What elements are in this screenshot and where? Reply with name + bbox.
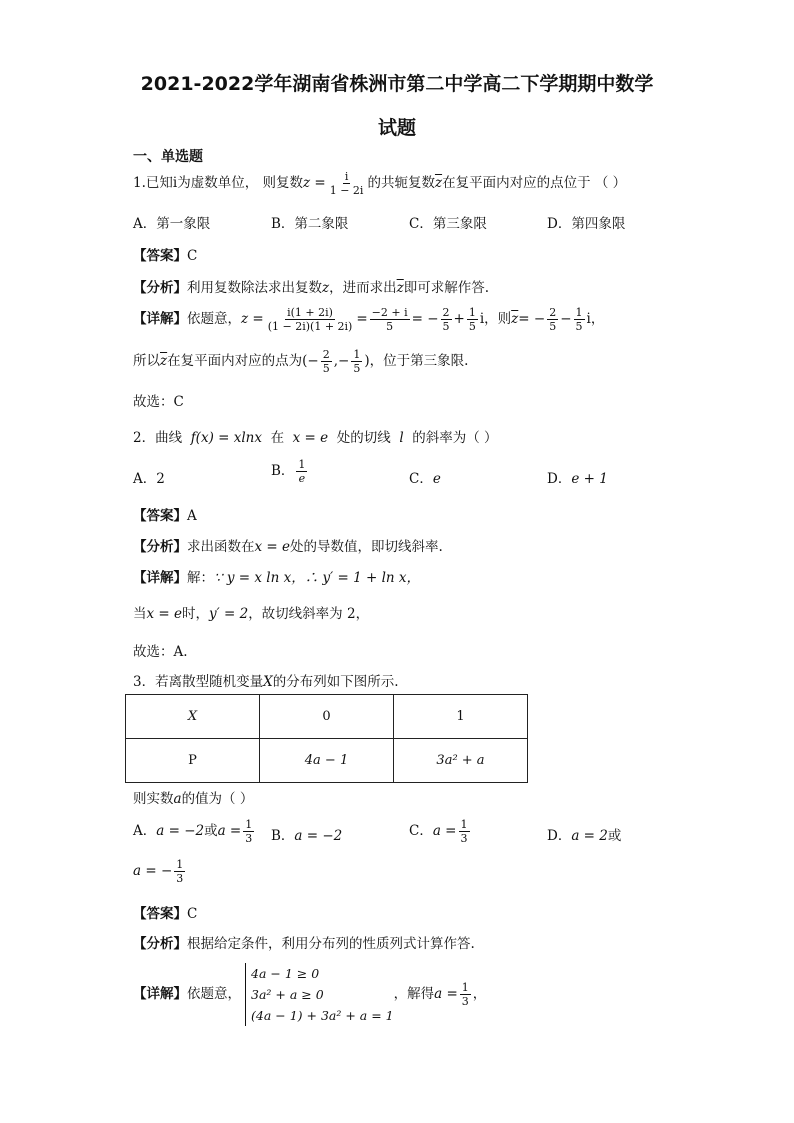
section-heading: 一、单选题 (133, 149, 203, 165)
q2-analysis: 【分析】求出函数在x = e处的导数值，即切线斜率. (133, 539, 443, 555)
doc-title-line2: 试题 (377, 117, 416, 139)
q3-option-b: B．a = −2 (271, 828, 343, 844)
q1-option-a: A．第一象限 (133, 216, 211, 232)
q3-option-c: C．a = $\frac{1}{3}$ (409, 818, 468, 845)
q3-detail: 【详解】依题意，4a − 1 ≥ 0 3a² + a ≥ 0 (4a − 1) + 3a² + a = 1，解得a = $\frac{1}{3}$ ， (133, 963, 486, 1026)
table-cell: 3a² + a (394, 739, 528, 783)
q3-analysis: 【分析】根据给定条件，利用分布列的性质列式计算作答. (133, 936, 475, 952)
q2-option-b: B． $\frac{1}{e}$ (271, 458, 306, 485)
q2-stem: 2．曲线 f(x) = xlnx 在 x = e 处的切线 l 的斜率为（ ） (133, 430, 498, 446)
table-cell: 4a − 1 (260, 739, 394, 783)
q1-option-c: C．第三象限 (409, 216, 487, 232)
q3-ask: 则实数a的值为（ ） (133, 791, 254, 807)
q1-option-d: D．第四象限 (547, 216, 626, 232)
q2-option-d: D．e + 1 (547, 471, 608, 487)
q1-option-b: B．第二象限 (271, 216, 349, 232)
table-cell: 0 (260, 695, 394, 739)
q2-option-a: A．2 (133, 471, 165, 487)
table-cell: P (126, 739, 260, 783)
table-row (126, 695, 528, 739)
q3-answer: 【答案】C (133, 906, 198, 922)
q1-conclusion: 所以$\overline{z}$在复平面内对应的点为(− $\frac{2}{5}$ ,− $\frac{1}{5}$ )，位于第三象限. (133, 348, 469, 375)
q1-analysis: 【分析】利用复数除法求出复数z，进而求出$\overline{z}$即可求解作答. (133, 280, 490, 296)
q3-stem: 3．若离散型随机变量X的分布列如下图所示. (133, 674, 399, 690)
distribution-table (125, 694, 528, 783)
q1-answer: 【答案】C (133, 248, 198, 264)
q3-option-d: D．a = 2或 (547, 828, 622, 844)
q2-when: 当x = e时，y′ = 2，故切线斜率为 2， (133, 606, 370, 622)
q2-answer: 【答案】A (133, 508, 197, 524)
q1-stem: 1.已知i为虚数单位， 则复数z = $\frac{i}{1 - 2i}$ 的共轭复数$\overline{z}$在复平面内对应的点位于 （ ） (133, 170, 627, 197)
q2-option-c: C．e (409, 471, 441, 487)
q1-detail: 【详解】依题意，z = $\frac{i(1 + 2i)}{(1 - 2i)(1 + 2i)}$ = $\frac{-2 + i}{5}$ = − $\frac{2}{5}$ + $\frac{1}{5}$ i，则$\overline{z}=$ − $\frac{2}{5}$ − $\frac{1}{5}$ i， (133, 306, 605, 333)
table-row (126, 739, 528, 783)
q2-final: 故选：A. (133, 644, 188, 660)
doc-title-line1: 2021-2022学年湖南省株洲市第二中学高二下学期期中数学 (140, 73, 654, 95)
equation-system: 4a − 1 ≥ 0 3a² + a ≥ 0 (4a − 1) + 3a² + a = 1 (245, 963, 394, 1026)
table-cell: X (126, 695, 260, 739)
q2-detail: 【详解】解：∵ y = x ln x，∴ y′ = 1 + ln x， (133, 570, 421, 586)
q3-option-d-cont: a = − $\frac{1}{3}$ (133, 858, 184, 885)
q1-final: 故选：C (133, 394, 184, 410)
q3-option-a: A．a = −2或a = $\frac{1}{3}$ (133, 818, 253, 845)
table-cell: 1 (394, 695, 528, 739)
